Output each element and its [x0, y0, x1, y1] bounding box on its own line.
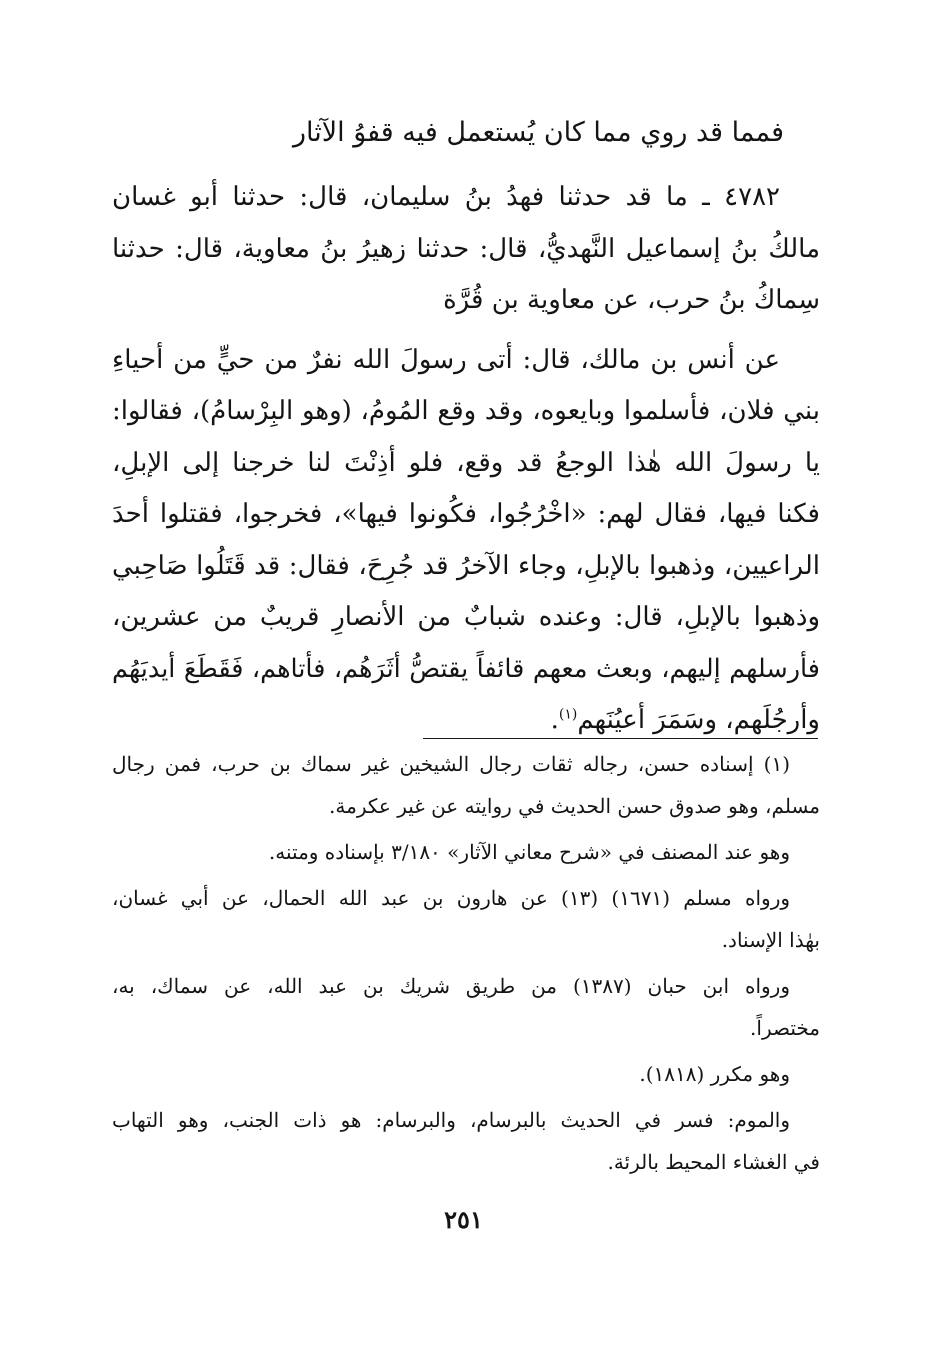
footnotes-block — [112, 743, 820, 1183]
footnote — [112, 965, 820, 1049]
footnote-separator — [423, 738, 818, 739]
text-line: فكنا فيها، فقال لهم: «اخْرُجُوا، فكُونوا فيها»، فخرجوا، فقتلوا أحدَ — [112, 499, 820, 529]
footnote-marker: (١) — [558, 706, 578, 723]
footnote-line: في الغشاء المحيط بالرئة. — [607, 1150, 820, 1174]
text-line: عن أنس بن مالك، قال: أتى رسولَ الله نفرٌ من حيٍّ من أحياءِ — [112, 344, 780, 375]
text-line: بني فلان، فأسلموا وبايعوه، وقد وقع المُومُ، (وهو البِرْسامُ)، فقالوا: — [112, 396, 820, 426]
footnote — [112, 1099, 820, 1183]
text-line: يا رسولَ الله هٰذا الوجعُ قد وقع، فلو أذِنْتَ لنا خرجنا إلى الإبلِ، — [112, 447, 820, 478]
hadith-paragraph-matn — [112, 335, 820, 747]
footnote-line: (١) إسناده حسن، رجاله ثقات رجال الشيخين غير سماك بن حرب، فمن رجال — [112, 752, 790, 776]
footnote — [112, 877, 820, 961]
text-line: سِماكُ بنُ حرب، عن معاوية بن قُرَّة — [443, 285, 820, 315]
main-text-block — [112, 108, 820, 747]
section-heading: فمما قد روي مما كان يُستعمل فيه قفوُ الآثار — [292, 117, 784, 148]
footnote-line: ورواه ابن حبان (١٣٨٧) من طريق شريك بن عبد الله، عن سماك، به، — [112, 974, 790, 998]
text-line-content: وأرجُلَهم، وسَمَرَ أعيُنَهم — [577, 705, 820, 735]
text-line: فأرسلهم إليهم، وبعث معهم قائفاً يقتصُّ أثَرَهُم، فأتاهم، فَقَطَعَ أيديَهُم — [112, 653, 820, 684]
footnote-line: مسلم، وهو صدوق حسن الحديث في روايته عن غير عكرمة. — [329, 794, 820, 818]
hadith-paragraph-isnad — [112, 172, 820, 327]
footnote-line: ورواه مسلم (١٦٧١) (١٣) عن هارون بن عبد الله الحمال، عن أبي غسان، — [112, 886, 791, 910]
footnote — [112, 1053, 820, 1095]
footnote-line: وهو عند المصنف في «شرح معاني الآثار» ٣/١٨٠ بإسناده ومتنه. — [268, 840, 790, 864]
footnote — [112, 743, 820, 827]
text-line: مالكُ بنُ إسماعيل النَّهديُّ، قال: حدثنا زهيرُ بنُ معاوية، قال: حدثنا — [112, 233, 820, 264]
text-line: وذهبوا بالإبلِ، قال: وعنده شبابٌ من الأنصارِ قريبٌ من عشرين، — [112, 602, 820, 632]
text-line: ٤٧٨٢ ـ ما قد حدثنا فهدُ بنُ سليمان، قال: حدثنا أبو غسان — [112, 182, 780, 212]
footnote — [112, 831, 820, 873]
footnote-line: وهو مكرر (١٨١٨). — [639, 1062, 790, 1086]
footnote-line: بهٰذا الإسناد. — [721, 928, 820, 952]
text-line: الراعيين، وذهبوا بالإبلِ، وجاء الآخرُ قد جُرِحَ، فقال: قد قَتَلُوا صَاحِبي — [112, 550, 820, 581]
footnote-line: مختصراً. — [750, 1016, 820, 1040]
footnote-line: والموم: فسر في الحديث بالبرسام، والبرسام: هو ذات الجنب، وهو التهاب — [112, 1108, 790, 1132]
page-number: ٢٥١ — [444, 1205, 483, 1234]
sentence-end: . — [550, 705, 559, 735]
